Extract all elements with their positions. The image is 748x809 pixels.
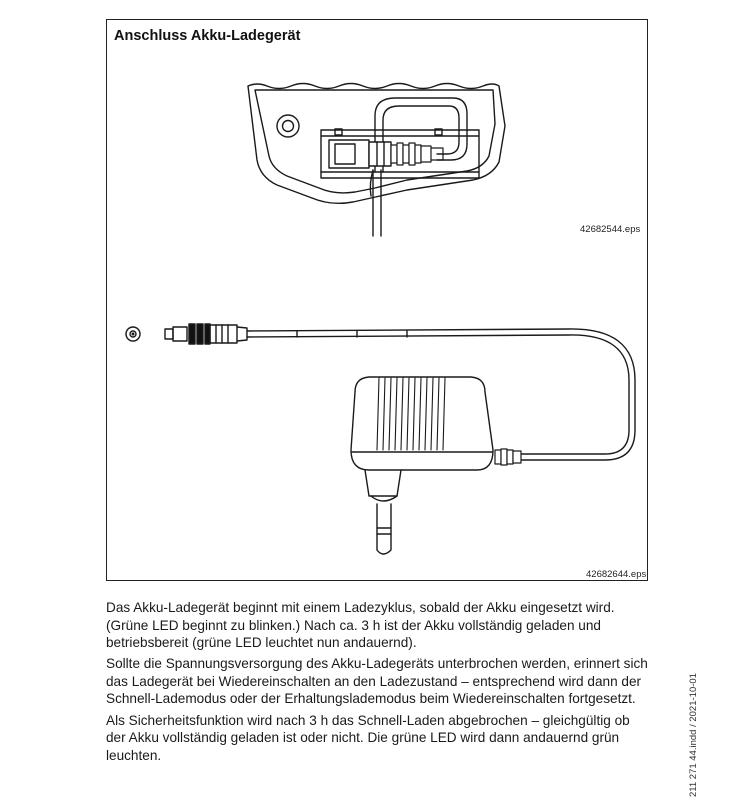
paragraph-2: Sollte die Spannungsversorgung des Akku-Ladegeräts unterbrochen werden, erinnert sich das Ladegerät bei Wiedereinschalten an den Ladezustand – entsprechend wird dann der Schnell-Lademodus oder der Erhaltungslademodus beim Wiedereinschalten fortgesetzt. [106, 656, 648, 707]
body-text [106, 599, 651, 768]
paragraph-3: Als Sicherheitsfunktion wird nach 3 h das Schnell-Laden abgebrochen – gleichgültig ob der Akku vollständig geladen ist oder nicht. Die grüne LED wird dann andauernd grün leuchten. [106, 712, 630, 763]
figure-id-top: 42682544.eps [580, 224, 641, 235]
figure-box [106, 19, 648, 581]
paragraph-1: Das Akku-Ladegerät beginnt mit einem Ladezyklus, sobald der Akku eingesetzt wird. (Grüne LED beginnt zu blinken.) Nach ca. 3 h ist der Akku vollständig geladen und betriebsbereit (grüne LED leuchtet nun andauernd). [106, 600, 615, 651]
side-note: 211 271 44.indd / 2021-10-01 [688, 673, 699, 797]
charger-drawing [126, 324, 635, 554]
battery-compartment-drawing [248, 84, 505, 237]
charger-illustration [107, 20, 649, 582]
figure-title: Anschluss Akku-Ladegerät [114, 28, 301, 44]
figure-id-bottom: 42682644.eps [586, 569, 647, 580]
